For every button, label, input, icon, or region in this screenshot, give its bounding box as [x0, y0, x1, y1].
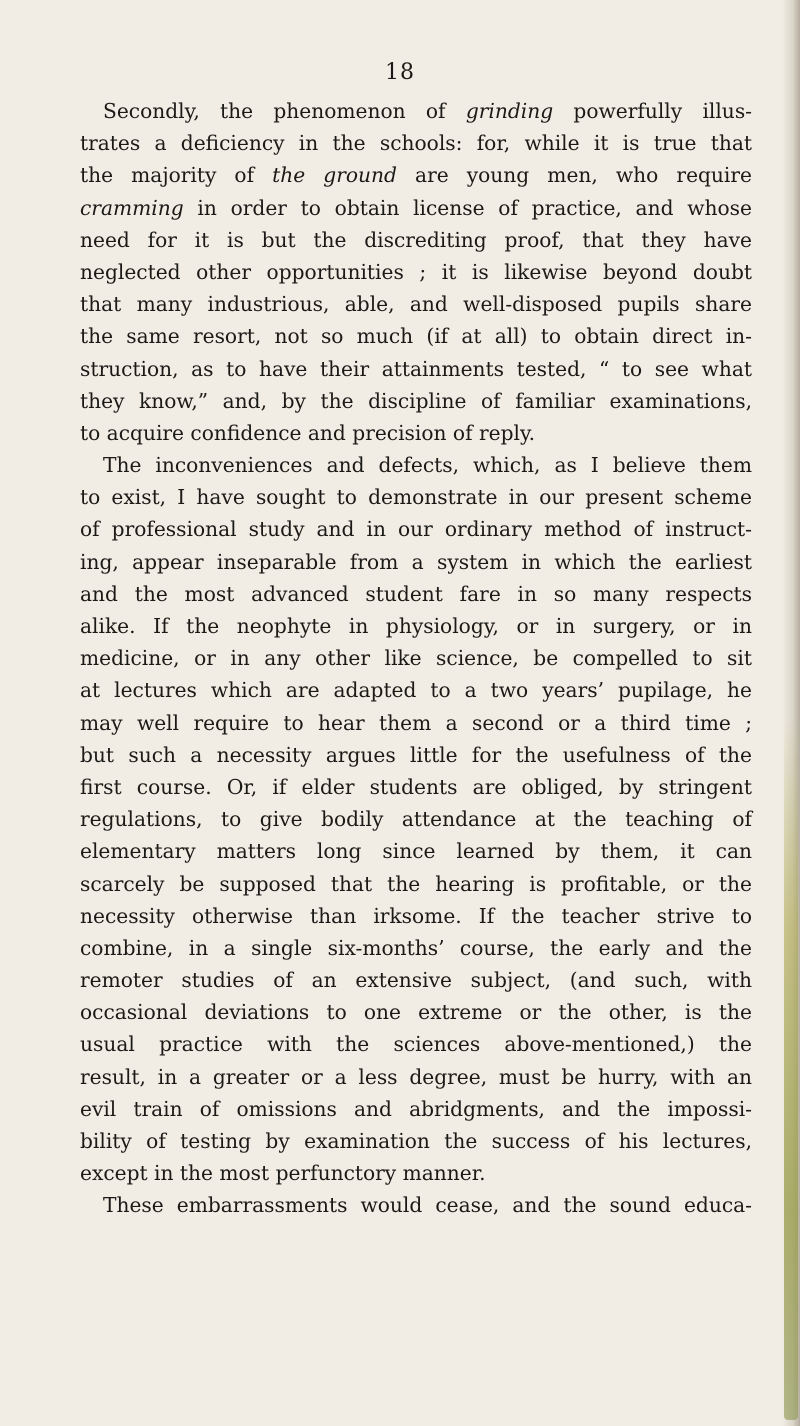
text-segment: These embarrassments would cease, and the sound educa-: [103, 1193, 752, 1218]
text-segment: struction, as to have their attainments tested, “ to see what: [80, 356, 752, 381]
text-segment: to exist, I have sought to demonstrate in our present scheme: [80, 485, 752, 510]
text-line: [80, 1157, 752, 1189]
text-segment: remoter studies of an extensive subject, (and such, with: [80, 968, 752, 993]
text-line: [80, 642, 752, 674]
text-line: [80, 868, 752, 900]
text-line: [80, 1061, 752, 1093]
text-segment: occasional deviations to one extreme or the other, is the: [80, 1000, 752, 1025]
text-segment: necessity otherwise than irksome. If the teacher strive to: [80, 903, 752, 928]
text-line: [80, 803, 752, 835]
text-line: [80, 1189, 752, 1221]
text-segment: in order to obtain license of practice, and whose: [183, 195, 752, 220]
text-line: [80, 127, 752, 159]
text-line: [80, 1093, 752, 1125]
text-segment: The inconveniences and defects, which, as I believe them: [103, 453, 752, 478]
text-line: [80, 159, 752, 191]
body-text: [80, 95, 752, 1222]
text-segment: combine, in a single six-months’ course, the early and the: [80, 935, 752, 960]
text-line: [80, 771, 752, 803]
text-line: [80, 674, 752, 706]
text-line: [80, 1028, 752, 1060]
text-segment: the majority of: [80, 163, 273, 188]
text-line: [80, 481, 752, 513]
text-segment: first course. Or, if elder students are obliged, by stringent: [80, 774, 752, 799]
text-segment: may well require to hear them a second or a third time ;: [80, 710, 752, 735]
text-line: [80, 449, 752, 481]
text-segment: elementary matters long since learned by them, it can: [80, 839, 752, 864]
page-number: 18: [385, 60, 415, 85]
text-line: [80, 224, 752, 256]
page-edge-stain: [784, 720, 798, 1420]
text-segment: ing, appear inseparable from a system in which the earliest: [80, 549, 752, 574]
text-segment: they know,” and, by the discipline of familiar examinations,: [80, 388, 752, 413]
text-segment: neglected other opportunities ; it is likewise beyond doubt: [80, 259, 752, 284]
text-line: [80, 513, 752, 545]
text-line: [80, 353, 752, 385]
italic-term: grinding: [465, 99, 554, 123]
text-line: [80, 900, 752, 932]
text-line: [80, 932, 752, 964]
text-line: [80, 739, 752, 771]
text-segment: usual practice with the sciences above-mentioned,) the: [80, 1032, 752, 1057]
text-segment: trates a deficiency in the schools: for, while it is true that: [80, 131, 752, 156]
text-line: [80, 95, 752, 127]
text-segment: of professional study and in our ordinary method of instruct-: [80, 517, 752, 542]
text-line: [80, 320, 752, 352]
text-segment: result, in a greater or a less degree, must be hurry, with an: [80, 1064, 752, 1089]
text-segment: alike. If the neophyte in physiology, or in surgery, or in: [80, 614, 752, 638]
text-line: [80, 707, 752, 739]
text-line: [80, 578, 752, 610]
text-line: [80, 192, 752, 224]
text-segment: need for it is but the discrediting proof, that they have: [80, 227, 752, 252]
text-segment: medicine, or in any other like science, be compelled to sit: [80, 646, 752, 671]
text-line: [80, 964, 752, 996]
text-line: [80, 288, 752, 320]
text-line: [80, 835, 752, 867]
text-segment: at lectures which are adapted to a two years’ pupilage, he: [80, 678, 752, 703]
text-line: [80, 610, 752, 642]
text-segment: to acquire confidence and precision of reply.: [80, 420, 536, 445]
text-segment: and the most advanced student fare in so many respects: [80, 581, 752, 606]
text-segment: are young men, who require: [396, 163, 752, 188]
text-segment: evil train of omissions and abridgments, and the impossi-: [80, 1096, 752, 1121]
text-segment: except in the most perfunctory manner.: [80, 1161, 486, 1186]
text-line: [80, 417, 752, 449]
text-line: [80, 256, 752, 288]
text-line: [80, 546, 752, 578]
text-segment: but such a necessity argues little for the usefulness of the: [80, 742, 752, 767]
text-line: [80, 996, 752, 1028]
text-segment: the same resort, not so much (if at all) to obtain direct in-: [80, 324, 752, 349]
italic-term: the ground: [272, 163, 397, 188]
text-segment: scarcely be supposed that the hearing is profitable, or the: [80, 871, 752, 896]
text-line: [80, 1125, 752, 1157]
text-segment: regulations, to give bodily attendance at the teaching of: [80, 807, 752, 832]
text-line: [80, 385, 752, 417]
italic-term: cramming: [80, 195, 184, 220]
text-segment: Secondly, the phenomenon of: [103, 99, 466, 123]
text-segment: that many industrious, able, and well-disposed pupils share: [80, 292, 752, 317]
text-segment: powerfully illus-: [553, 99, 752, 123]
text-segment: bility of testing by examination the success of his lectures,: [80, 1129, 752, 1153]
